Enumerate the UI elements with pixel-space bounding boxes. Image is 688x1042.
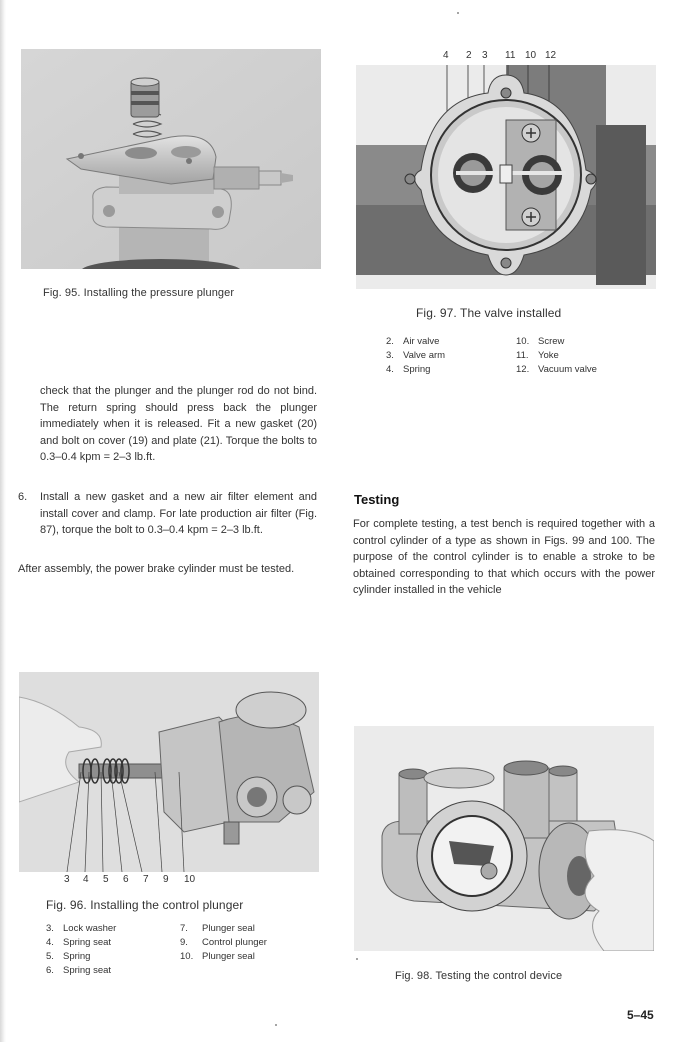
legend-item: 9. Control plunger	[180, 937, 267, 948]
fig97-caption: Fig. 97. The valve installed	[416, 306, 562, 320]
legend-item: 6. Spring seat	[46, 965, 112, 976]
page-left-edge-shadow	[0, 0, 6, 1042]
legend-item: 3. Lock washer	[46, 923, 117, 934]
fig97-legend-right	[516, 335, 646, 377]
legend-item: 7. Plunger seal	[180, 923, 255, 934]
callout-5: 5	[103, 874, 109, 885]
scan-speck	[457, 12, 459, 14]
testing-paragraph: For complete testing, a test bench is required together with a control cylinder of a type as shown in Figs. 99 and 100. The purpose of the control cylinder is to enable a stroke to be obtained corresponding to that which occurs with the power cylinder installed in the vehicle	[353, 518, 655, 597]
fig98-caption: Fig. 98. Testing the control device	[395, 970, 563, 982]
fig96-legend-right	[180, 922, 310, 964]
callout-6: 6	[123, 874, 129, 885]
fig96-caption: Fig. 96. Installing the control plunger	[46, 898, 244, 912]
legend-item: 10. Plunger seal	[180, 951, 255, 962]
fig98-photo	[354, 726, 654, 951]
callout-4: 4	[83, 874, 89, 885]
callout-7: 7	[143, 874, 149, 885]
fig96-photo	[19, 672, 319, 872]
callout-2: 2	[466, 50, 472, 61]
legend-item: 2. Air valve	[386, 336, 440, 347]
fig95-photo	[21, 49, 321, 269]
callout-10: 10	[525, 50, 537, 61]
fig96-legend-left	[46, 922, 166, 978]
fig95-caption: Fig. 95. Installing the pressure plunger	[43, 287, 235, 299]
after-assembly-paragraph: After assembly, the power brake cylinder must be tested.	[18, 563, 295, 575]
callout-3: 3	[482, 50, 488, 61]
step-text: Install a new gasket and a new air filter element and install cover and clamp. For late production air filter (Fig. 87), torque the bolt to 0.3–0.4 kpm = 2–3 lb.ft.	[40, 491, 317, 537]
callout-4: 4	[443, 50, 449, 61]
scan-speck	[275, 1024, 277, 1026]
step-number: 6.	[18, 491, 28, 503]
callout-11: 11	[505, 50, 516, 61]
legend-item: 12. Vacuum valve	[516, 364, 597, 375]
callout-10: 10	[184, 874, 196, 885]
legend-item: 4. Spring	[386, 364, 431, 375]
callout-3: 3	[64, 874, 70, 885]
page-number: 5–45	[627, 1008, 654, 1022]
callout-9: 9	[163, 874, 169, 885]
scan-speck	[356, 958, 358, 960]
legend-item: 11. Yoke	[516, 350, 559, 361]
legend-item: 5. Spring	[46, 951, 91, 962]
callout-12: 12	[545, 50, 557, 61]
step-6	[18, 489, 317, 539]
section-heading-testing: Testing	[354, 492, 400, 507]
fig97-photo	[356, 65, 656, 289]
legend-item: 10. Screw	[516, 336, 565, 347]
continuation-paragraph: check that the plunger and the plunger rod do not bind. The return spring should press back the plunger immediately when it is released. Fit a new gasket (20) and bolt on cover (19) and plate (21). Torque the bolts to 0.3–0.4 kpm = 2–3 lb.ft.	[40, 385, 317, 464]
legend-item: 3. Valve arm	[386, 350, 446, 361]
fig97-legend-left	[386, 335, 496, 377]
legend-item: 4. Spring seat	[46, 937, 112, 948]
